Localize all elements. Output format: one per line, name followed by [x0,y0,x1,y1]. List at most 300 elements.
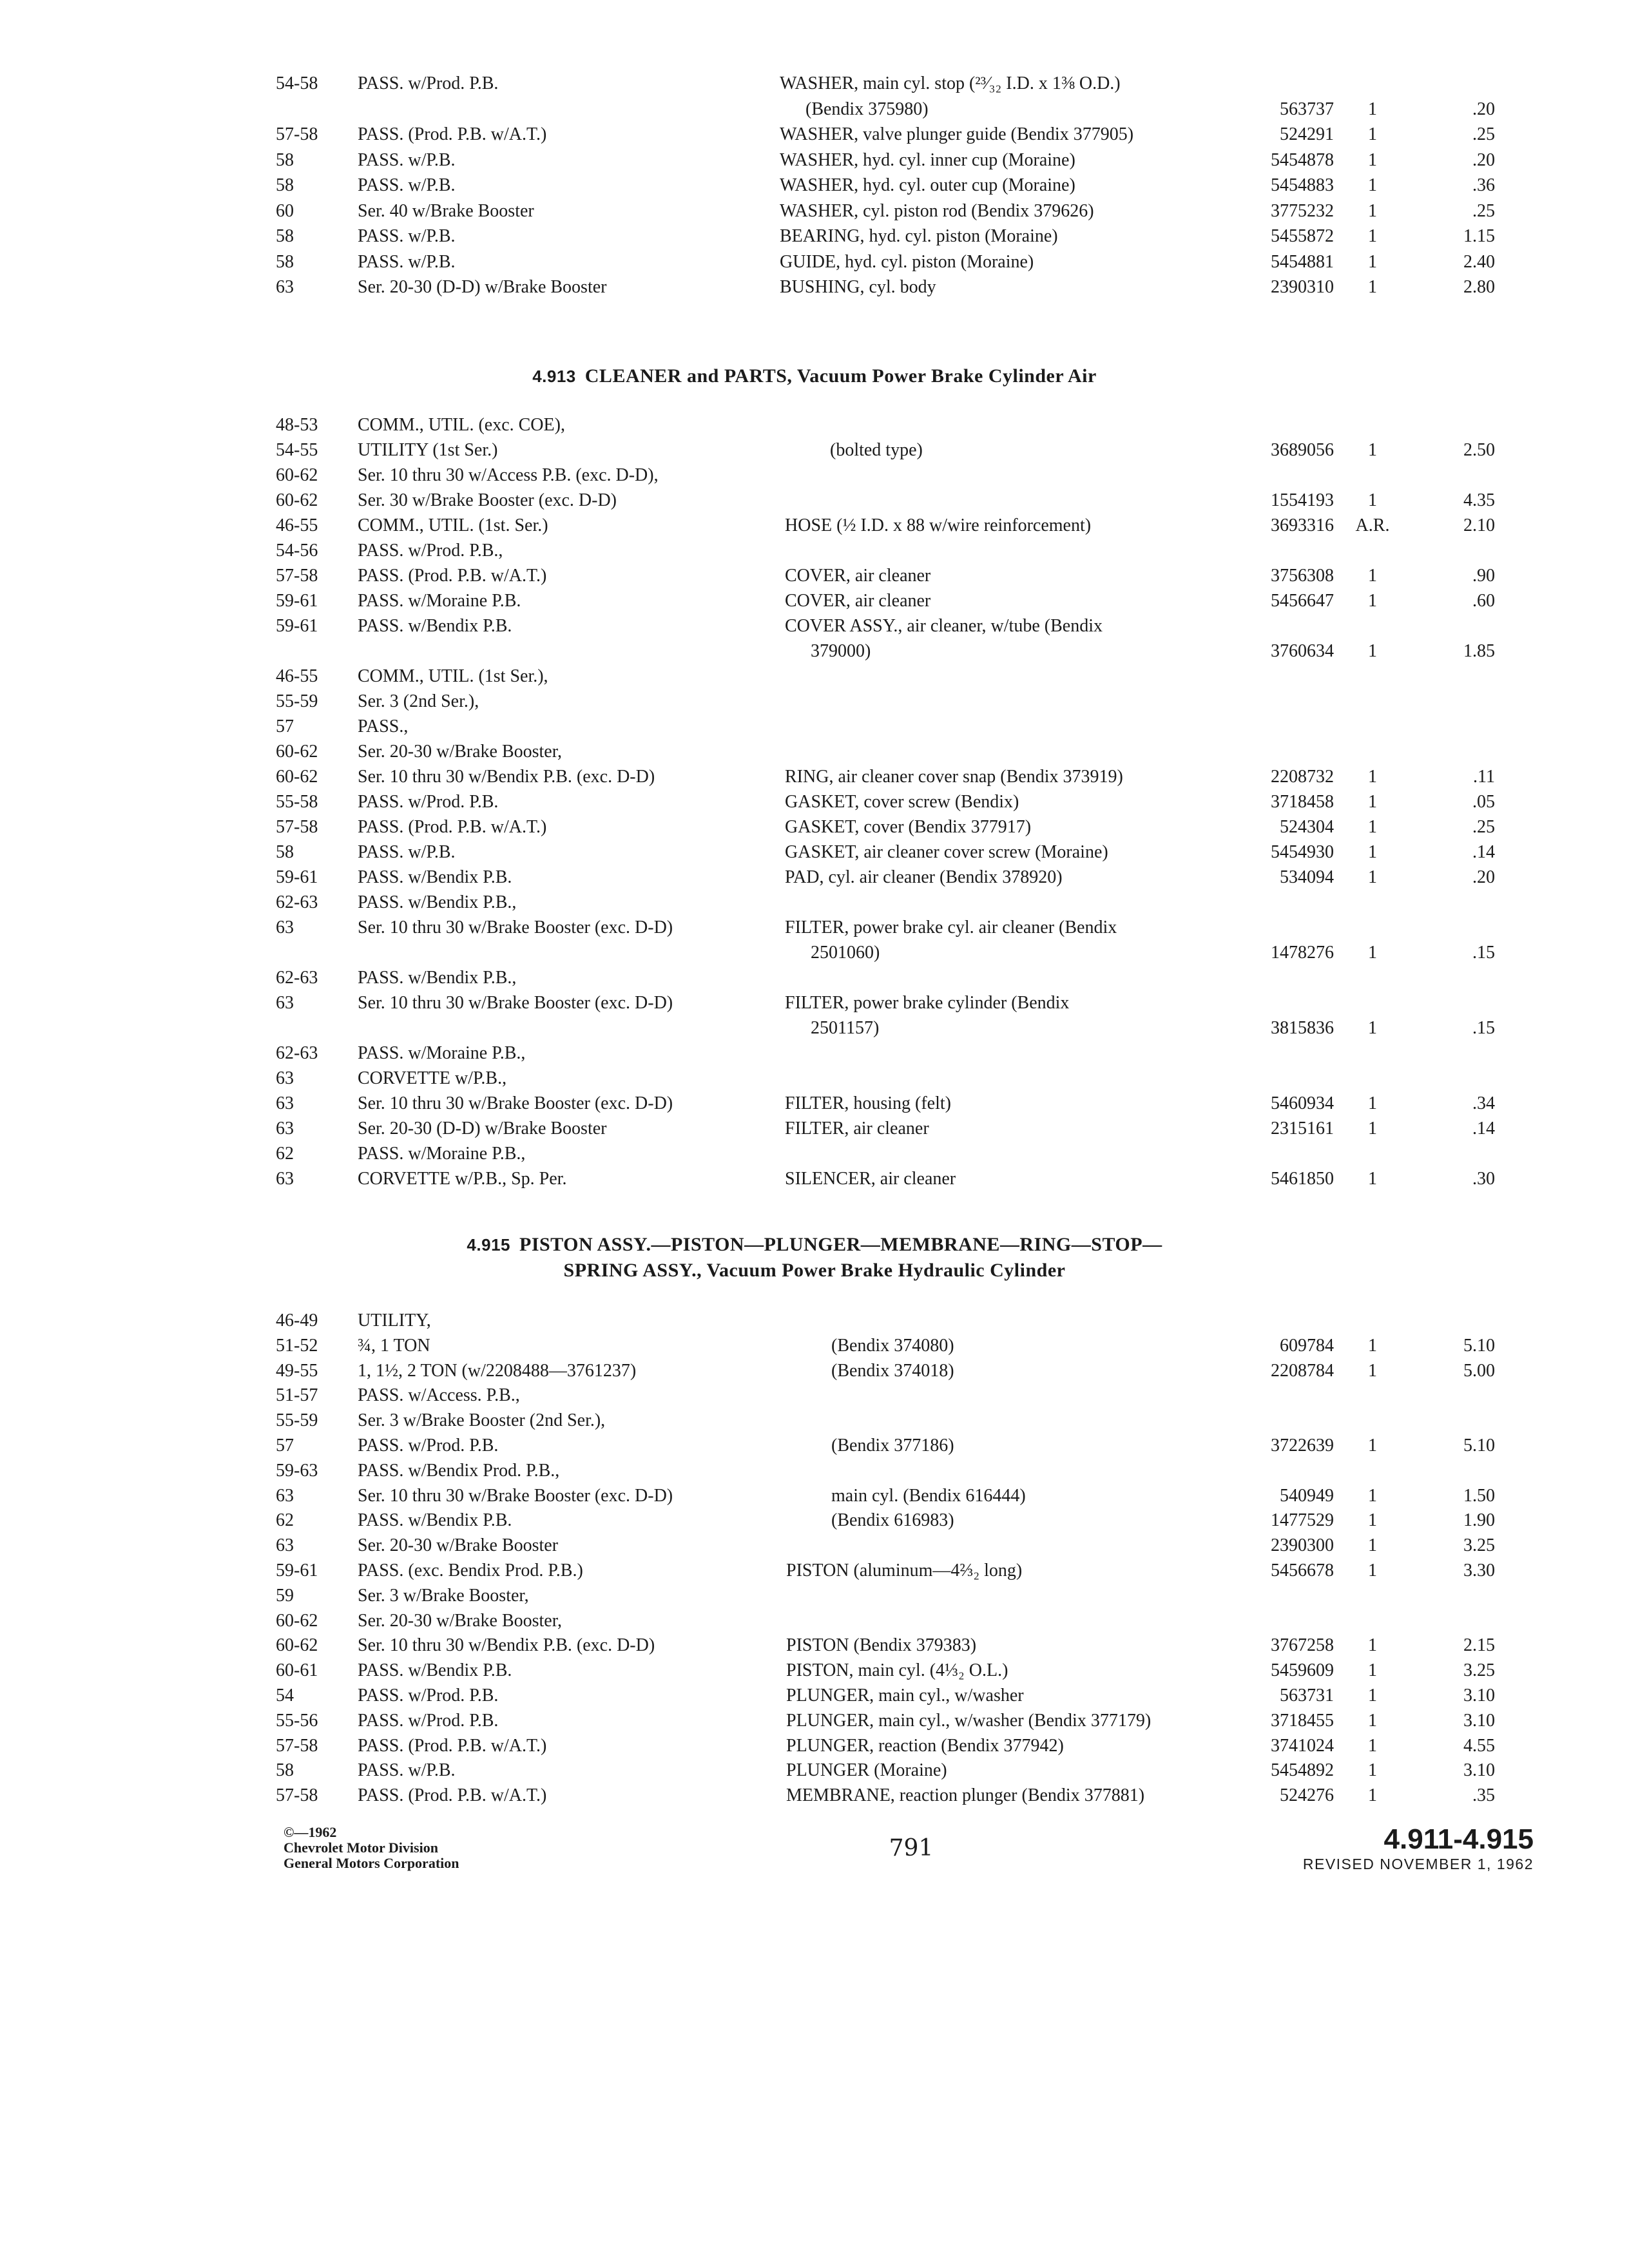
part-number-cell: 563737 [1280,99,1334,119]
table-row [0,1533,1629,1559]
quantity-cell: 1 [1368,1735,1377,1756]
model-cell: PASS. (exc. Bendix Prod. P.B.) [358,1561,583,1581]
table-row [0,1358,1629,1384]
quantity-cell: 1 [1368,277,1377,297]
year-cell: 62-63 [276,892,318,912]
model-cell: PASS. w/Prod. P.B. [358,73,499,93]
model-cell: PASS. (Prod. P.B. w/A.T.) [358,1735,547,1756]
price-cell: 2.40 [1463,251,1495,272]
price-cell: 2.50 [1463,440,1495,460]
model-cell: PASS. w/Bendix P.B. [358,867,512,887]
table-row [0,148,1629,173]
table-row [0,97,1629,122]
price-cell: .20 [1472,99,1495,119]
price-cell: 3.10 [1463,1710,1495,1731]
year-cell: 55-56 [276,1710,318,1731]
price-cell: 3.25 [1463,1535,1495,1556]
section-4915-title [0,1232,1629,1258]
year-cell: 58 [276,175,294,195]
table-row [0,1116,1629,1142]
table-row [0,538,1629,564]
part-number-cell: 1554193 [1271,490,1334,510]
table-row [0,437,1629,463]
model-cell: Ser. 10 thru 30 w/Brake Booster (exc. D-D) [358,918,673,937]
part-number-cell: 524304 [1280,817,1334,837]
table-row [0,714,1629,740]
revised-date: REVISED NOVEMBER 1, 1962 [1302,1856,1534,1872]
price-cell: .35 [1472,1785,1495,1806]
year-cell: 58 [276,149,294,170]
table-row [0,224,1629,249]
model-cell: COMM., UTIL. (1st. Ser.) [358,515,548,535]
description-cell: PLUNGER (Moraine) [786,1760,947,1781]
quantity-cell: 1 [1368,1635,1377,1656]
year-cell: 58 [276,1760,294,1781]
year-cell: 60-62 [276,767,318,787]
quantity-cell: 1 [1368,149,1377,170]
quantity-cell: 1 [1368,226,1377,246]
part-number-cell: 5454892 [1271,1760,1334,1781]
part-number-cell: 5454883 [1271,175,1334,195]
model-cell: PASS. w/Moraine P.B. [358,591,521,611]
section-title-line2: SPRING ASSY., Vacuum Power Brake Hydraulic Cylinder [563,1260,1066,1281]
quantity-cell: A.R. [1355,515,1390,535]
description-cell: PISTON (aluminum—4⅔₂ long) [786,1561,1023,1581]
year-cell: 57 [276,1436,294,1456]
part-number-cell: 524276 [1280,1785,1334,1806]
description-cell: WASHER, valve plunger guide (Bendix 377905) [780,124,1134,144]
year-cell: 63 [276,1485,294,1506]
model-cell: PASS. w/Moraine P.B., [358,1144,526,1164]
part-number-cell: 5454881 [1271,251,1334,272]
description-cell: HOSE (½ I.D. x 88 w/wire reinforcement) [785,515,1092,535]
quantity-cell: 1 [1368,1360,1377,1381]
year-cell: 54-55 [276,440,318,460]
model-cell: PASS. w/Access. P.B., [358,1385,520,1406]
part-number-cell: 609784 [1280,1335,1334,1356]
section-number: 4.915 [467,1235,510,1254]
quantity-cell: 1 [1368,943,1377,963]
table-row [0,990,1629,1016]
description-cell: PLUNGER, main cyl., w/washer (Bendix 377179) [786,1710,1152,1731]
price-cell: .05 [1472,792,1495,812]
part-number-cell: 3767258 [1271,1635,1334,1656]
model-cell: PASS. w/Prod. P.B. [358,1710,499,1731]
table-row [0,513,1629,539]
table-row [0,840,1629,865]
table-row [0,1091,1629,1117]
model-cell: PASS. w/Bendix P.B. [358,1660,512,1681]
part-number-cell: 3718455 [1271,1710,1334,1731]
year-cell: 57-58 [276,566,318,586]
quantity-cell: 1 [1368,1510,1377,1531]
description-cell: BUSHING, cyl. body [780,277,936,297]
year-cell: 63 [276,1068,294,1088]
year-cell: 54-56 [276,541,318,561]
year-cell: 63 [276,1169,294,1189]
year-cell: 51-52 [276,1335,318,1356]
price-cell: .25 [1472,817,1495,837]
quantity-cell: 1 [1368,200,1377,221]
description-cell: (Bendix 374080) [831,1335,954,1356]
description-cell: WASHER, hyd. cyl. inner cup (Moraine) [780,149,1075,170]
part-number-cell: 1478276 [1271,943,1334,963]
year-cell: 46-49 [276,1311,318,1331]
table-row [0,122,1629,148]
part-number-cell: 5461850 [1271,1169,1334,1189]
year-cell: 58 [276,251,294,272]
section-4913-title [0,363,1629,389]
quantity-cell: 1 [1368,1018,1377,1038]
part-number-cell: 3722639 [1271,1436,1334,1456]
model-cell: PASS. w/Prod. P.B. [358,1686,499,1706]
model-cell: PASS. w/Bendix P.B. [358,616,512,636]
model-cell: UTILITY (1st Ser.) [358,440,498,460]
year-cell: 57-58 [276,817,318,837]
description-cell: COVER ASSY., air cleaner, w/tube (Bendix [785,616,1103,636]
model-cell: Ser. 20-30 (D-D) w/Brake Booster [358,1119,607,1139]
part-number-cell: 5460934 [1271,1093,1334,1113]
price-cell: 2.80 [1463,277,1495,297]
price-cell: 1.15 [1463,226,1495,246]
table-row [0,764,1629,790]
description-cell: FILTER, power brake cyl. air cleaner (Bendix [785,918,1117,937]
table-row [0,689,1629,715]
description-cell: (Bendix 374018) [831,1360,954,1381]
description-cell: (bolted type) [830,440,923,460]
quantity-cell: 1 [1368,1561,1377,1581]
quantity-cell: 1 [1368,591,1377,611]
part-number-cell: 2208784 [1271,1360,1334,1381]
table-row [0,249,1629,275]
quantity-cell: 1 [1368,767,1377,787]
year-cell: 60 [276,200,294,221]
model-cell: Ser. 20-30 w/Brake Booster [358,1535,559,1556]
model-cell: Ser. 3 w/Brake Booster, [358,1585,529,1606]
description-cell: WASHER, cyl. piston rod (Bendix 379626) [780,200,1094,221]
year-cell: 63 [276,993,294,1013]
description-cell: main cyl. (Bendix 616444) [831,1485,1026,1506]
description-cell: GUIDE, hyd. cyl. piston (Moraine) [780,251,1034,272]
table-row [0,1041,1629,1066]
description-cell: COVER, air cleaner [785,591,931,611]
description-cell: RING, air cleaner cover snap (Bendix 373919) [785,767,1123,787]
part-number-cell: 534094 [1280,867,1334,887]
division: Chevrolet Motor Division [284,1840,438,1856]
price-cell: 5.10 [1463,1436,1495,1456]
table-row [0,1408,1629,1434]
table-row [0,1583,1629,1609]
quantity-cell: 1 [1368,440,1377,460]
year-cell: 60-62 [276,490,318,510]
model-cell: COMM., UTIL. (1st Ser.), [358,666,548,686]
table-row [0,198,1629,224]
year-cell: 62 [276,1144,294,1164]
model-cell: PASS. w/Prod. P.B. [358,1436,499,1456]
description-cell: 2501157) [811,1018,880,1038]
model-cell: PASS. w/P.B. [358,226,456,246]
model-cell: PASS. w/Bendix P.B. [358,1510,512,1531]
year-cell: 60-61 [276,1660,318,1681]
part-number-cell: 540949 [1280,1485,1334,1506]
year-cell: 46-55 [276,666,318,686]
price-cell: 1.50 [1463,1485,1495,1506]
model-cell: PASS., [358,716,409,736]
model-cell: PASS. w/P.B. [358,149,456,170]
model-cell: Ser. 3 w/Brake Booster (2nd Ser.), [358,1410,606,1431]
price-cell: 2.15 [1463,1635,1495,1656]
quantity-cell: 1 [1368,99,1377,119]
quantity-cell: 1 [1368,124,1377,144]
model-cell: UTILITY, [358,1311,431,1331]
year-cell: 63 [276,277,294,297]
quantity-cell: 1 [1368,1710,1377,1731]
description-cell: SILENCER, air cleaner [785,1169,956,1189]
table-row [0,1758,1629,1783]
year-cell: 60-62 [276,465,318,485]
table-row [0,71,1629,97]
table-row [0,1558,1629,1584]
price-cell: .20 [1472,867,1495,887]
page-number: 791 [889,1835,934,1861]
price-cell: .14 [1472,842,1495,862]
model-cell: COMM., UTIL. (exc. COE), [358,415,565,435]
year-cell: 58 [276,842,294,862]
model-cell: PASS. w/P.B. [358,175,456,195]
year-cell: 55-59 [276,691,318,711]
quantity-cell: 1 [1368,566,1377,586]
quantity-cell: 1 [1368,1660,1377,1681]
year-cell: 63 [276,1093,294,1113]
price-cell: 4.35 [1463,490,1495,510]
quantity-cell: 1 [1368,1535,1377,1556]
description-cell: MEMBRANE, reaction plunger (Bendix 377881) [786,1785,1145,1806]
model-cell: PASS. w/P.B. [358,842,456,862]
model-cell: ¾, 1 TON [358,1335,430,1356]
description-cell: PLUNGER, main cyl., w/washer [786,1686,1024,1706]
part-number-cell: 563731 [1280,1686,1334,1706]
part-number-cell: 3760634 [1271,641,1334,661]
description-cell: FILTER, power brake cylinder (Bendix [785,993,1070,1013]
year-cell: 62-63 [276,1043,318,1063]
quantity-cell: 1 [1368,1785,1377,1806]
year-cell: 62 [276,1510,294,1531]
year-cell: 59-61 [276,867,318,887]
model-cell: PASS. w/P.B. [358,251,456,272]
table-row [0,814,1629,840]
description-cell: GASKET, cover (Bendix 377917) [785,817,1032,837]
year-cell: 54 [276,1686,294,1706]
part-number-cell: 3815836 [1271,1018,1334,1038]
description-cell: WASHER, hyd. cyl. outer cup (Moraine) [780,175,1075,195]
year-cell: 57-58 [276,124,318,144]
price-cell: 3.10 [1463,1686,1495,1706]
model-cell: PASS. w/Prod. P.B., [358,541,503,561]
year-cell: 60-62 [276,1635,318,1656]
table-row [0,588,1629,614]
section-title-text: CLEANER and PARTS, Vacuum Power Brake Cylinder Air [584,365,1097,387]
price-cell: .15 [1472,1018,1495,1038]
table-row [0,563,1629,589]
part-number-cell: 2208732 [1271,767,1334,787]
year-cell: 63 [276,1535,294,1556]
part-number-cell: 5456678 [1271,1561,1334,1581]
description-cell: FILTER, air cleaner [785,1119,929,1139]
table-row [0,789,1629,815]
model-cell: Ser. 10 thru 30 w/Brake Booster (exc. D-D) [358,1093,673,1113]
description-cell: (Bendix 616983) [831,1510,954,1531]
table-row [0,1633,1629,1658]
part-number-cell: 524291 [1280,124,1334,144]
quantity-cell: 1 [1368,1686,1377,1706]
table-row [0,463,1629,488]
description-cell: 2501060) [811,943,880,963]
quantity-cell: 1 [1368,817,1377,837]
price-cell: 3.30 [1463,1561,1495,1581]
description-cell: BEARING, hyd. cyl. piston (Moraine) [780,226,1058,246]
model-cell: Ser. 10 thru 30 w/Bendix P.B. (exc. D-D) [358,767,655,787]
price-cell: .60 [1472,591,1495,611]
model-cell: Ser. 20-30 w/Brake Booster, [358,742,562,762]
model-cell: PASS. (Prod. P.B. w/A.T.) [358,1785,547,1806]
model-cell: Ser. 10 thru 30 w/Brake Booster (exc. D-D) [358,993,673,1013]
quantity-cell: 1 [1368,1436,1377,1456]
table-row [0,1483,1629,1509]
year-cell: 60-62 [276,742,318,762]
year-cell: 55-59 [276,1410,318,1431]
quantity-cell: 1 [1368,1335,1377,1356]
year-cell: 51-57 [276,1385,318,1406]
year-cell: 48-53 [276,415,318,435]
table-row [0,940,1629,966]
corporation: General Motors Corporation [284,1855,459,1871]
table-row [0,915,1629,941]
section-title-line1: PISTON ASSY.—PISTON—PLUNGER—MEMBRANE—RING—STOP— [519,1234,1162,1255]
part-number-cell: 5454878 [1271,149,1334,170]
model-cell: PASS. w/Bendix Prod. P.B., [358,1460,560,1481]
year-cell: 58 [276,226,294,246]
description-cell: (Bendix 377186) [831,1436,954,1456]
description-cell: GASKET, cover screw (Bendix) [785,792,1019,812]
price-cell: .25 [1472,200,1495,221]
description-cell: COVER, air cleaner [785,566,931,586]
table-row [0,1508,1629,1533]
table-row [0,412,1629,438]
price-cell: 2.10 [1463,515,1495,535]
table-row [0,274,1629,300]
table-row [0,1333,1629,1359]
year-cell: 63 [276,1119,294,1139]
year-cell: 62-63 [276,968,318,988]
copyright: ©—1962 [284,1824,337,1840]
quantity-cell: 1 [1368,1093,1377,1113]
year-cell: 60-62 [276,1610,318,1631]
description-cell: FILTER, housing (felt) [785,1093,951,1113]
description-cell: PISTON, main cyl. (4⅓₂ O.L.) [786,1660,1008,1681]
table-row [0,965,1629,991]
table-row [0,488,1629,514]
model-cell: PASS. w/P.B. [358,1760,456,1781]
part-number-cell: 3689056 [1271,440,1334,460]
model-cell: PASS. w/Prod. P.B. [358,792,499,812]
price-cell: .11 [1473,767,1495,787]
price-cell: 4.55 [1463,1735,1495,1756]
year-cell: 59-61 [276,616,318,636]
description-cell: 379000) [811,641,871,661]
quantity-cell: 1 [1368,1485,1377,1506]
quantity-cell: 1 [1368,641,1377,661]
part-number-cell: 5454930 [1271,842,1334,862]
model-cell: Ser. 3 (2nd Ser.), [358,691,479,711]
year-cell: 59-61 [276,1561,318,1581]
description-cell: PAD, cyl. air cleaner (Bendix 378920) [785,867,1063,887]
model-cell: Ser. 10 thru 30 w/Bendix P.B. (exc. D-D) [358,1635,655,1656]
year-cell: 55-58 [276,792,318,812]
table-row [0,1015,1629,1041]
table-row [0,1458,1629,1484]
model-cell: PASS. (Prod. P.B. w/A.T.) [358,124,547,144]
year-cell: 59-61 [276,591,318,611]
price-cell: 5.00 [1463,1360,1495,1381]
footer-publisher [284,1825,459,1871]
quantity-cell: 1 [1368,1119,1377,1139]
quantity-cell: 1 [1368,867,1377,887]
price-cell: .14 [1472,1119,1495,1139]
price-cell: 3.25 [1463,1660,1495,1681]
model-cell: CORVETTE w/P.B., [358,1068,507,1088]
year-cell: 63 [276,918,294,937]
table-row [0,1683,1629,1709]
part-number-cell: 2390310 [1271,277,1334,297]
part-number-cell: 1477529 [1271,1510,1334,1531]
quantity-cell: 1 [1368,490,1377,510]
table-row [0,664,1629,689]
description-cell: GASKET, air cleaner cover screw (Moraine) [785,842,1108,862]
part-number-cell: 5459609 [1271,1660,1334,1681]
table-row [0,1166,1629,1192]
section-range: 4.911-4.915 [1383,1823,1534,1855]
model-cell: Ser. 40 w/Brake Booster [358,200,534,221]
table-row [0,890,1629,916]
model-cell: Ser. 10 thru 30 w/Brake Booster (exc. D-D) [358,1485,673,1506]
description-cell: PLUNGER, reaction (Bendix 377942) [786,1735,1064,1756]
table-row [0,1308,1629,1334]
price-cell: .30 [1472,1169,1495,1189]
quantity-cell: 1 [1368,792,1377,812]
footer-section-info [1224,1823,1534,1873]
model-cell: Ser. 20-30 w/Brake Booster, [358,1610,562,1631]
table-row [0,1783,1629,1809]
price-cell: .25 [1472,124,1495,144]
description-cell: WASHER, main cyl. stop (²³⁄₃₂ I.D. x 1⅜ O.D.) [780,73,1121,93]
description-cell: PISTON (Bendix 379383) [786,1635,977,1656]
table-row [0,865,1629,890]
part-number-cell: 5455872 [1271,226,1334,246]
section-4915-title-line2 [0,1258,1629,1283]
price-cell: 1.90 [1463,1510,1495,1531]
table-row [0,613,1629,639]
year-cell: 49-55 [276,1360,318,1381]
year-cell: 57-58 [276,1735,318,1756]
table-row [0,1608,1629,1634]
price-cell: .36 [1472,175,1495,195]
year-cell: 57 [276,716,294,736]
table-row [0,739,1629,765]
part-number-cell: 2315161 [1271,1119,1334,1139]
model-cell: PASS. w/Bendix P.B., [358,892,517,912]
price-cell: .15 [1472,943,1495,963]
price-cell: 3.10 [1463,1760,1495,1781]
